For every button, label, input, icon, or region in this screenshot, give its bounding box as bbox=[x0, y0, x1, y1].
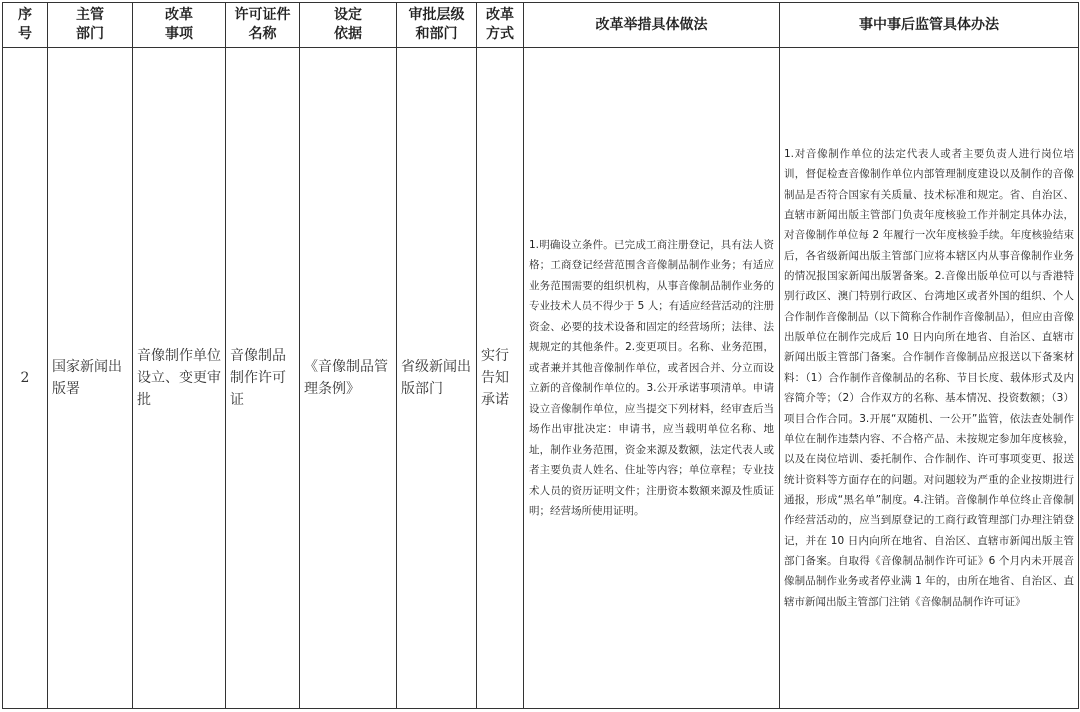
header-seq: 序 号 bbox=[3, 3, 48, 48]
cell-basis: 《音像制品管理条例》 bbox=[300, 48, 397, 709]
cell-seq: 2 bbox=[3, 48, 48, 709]
header-level: 审批层级 和部门 bbox=[397, 3, 477, 48]
header-basis: 设定 依据 bbox=[300, 3, 397, 48]
cell-license: 音像制品制作许可证 bbox=[226, 48, 300, 709]
header-measures: 改革举措具体做法 bbox=[524, 3, 780, 48]
header-row bbox=[3, 3, 1079, 48]
cell-supervision: 1.对音像制作单位的法定代表人或者主要负责人进行岗位培训，督促检查音像制作单位内部管理制度建设以及制作的音像制品是否符合国家有关质量、技术标准和规定。省、自治区、直辖市新闻出版主管部门负责年度核验工作并制定具体办法，对音像制作单位每 2 年履行一次年度核验手续。年度核验结束后，各省级新闻出版主管部门应将本辖区内从事音像制作业务的情况报国家新闻出版署备案。2.音像出版单位可以与香港特别行政区、澳门特别行政区、台湾地区或者外国的组织、个人合作制作音像制品（以下简称合作制作音像制品），但应由音像出版单位在制作完成后 10 日内向所在地省、自治区、直辖市新闻出版主管部门备案。合作制作音像制品应报送以下备案材料：（1）合作制作音像制品的名称、节目长度、载体形式及内容简介等；（2）合作双方的名称、基本情况、投资数额；（3）项目合作合同。3.开展“双随机、一公开”监管，依法查处制作单位在制作违禁内容、不合格产品、未按规定参加年度核验，以及在岗位培训、委托制作、合作制作、许可事项变更、报送统计资料等方面存在的问题。对问题较为严重的企业按期进行通报，形成“黑名单”制度。4.注销。音像制作单位终止音像制作经营活动的，应当到原登记的工商行政管理部门办理注销登记，并在 10 日内向所在地省、自治区、直辖市新闻出版主管部门备案。自取得《音像制品制作许可证》6 个月内未开展音像制品制作业务或者停业满 1 年的，由所在地省、自治区、直辖市新闻出版主管部门注销《音像制品制作许可证》 bbox=[780, 48, 1079, 709]
header-supervision: 事中事后监管具体办法 bbox=[780, 3, 1079, 48]
table-row bbox=[3, 48, 1079, 709]
cell-dept: 国家新闻出版署 bbox=[48, 48, 133, 709]
header-method: 改革 方式 bbox=[477, 3, 524, 48]
header-item: 改革 事项 bbox=[133, 3, 226, 48]
cell-measures: 1.明确设立条件。已完成工商注册登记，具有法人资格；工商登记经营范围含音像制品制作业务；有适应业务范围需要的组织机构，从事音像制品制作业务的专业技术人员不得少于 5 人；有适应经营活动的注册资金、必要的技术设备和固定的经营场所；法律、法规规定的其他条件。2.变更项目。名称、业务范围，或者兼并其他音像制作单位，或者因合并、分立而设立新的音像制作单位的。3.公开承诺事项清单。申请设立音像制作单位，应当提交下列材料，经审查后当场作出审批决定：申请书，应当载明单位名称、地址，制作业务范围，资金来源及数额，法定代表人或者主要负责人姓名、住址等内容；单位章程；专业技术人员的资历证明文件；注册资本数额来源及性质证明；经营场所使用证明。 bbox=[524, 48, 780, 709]
reform-table bbox=[2, 2, 1079, 709]
cell-level: 省级新闻出版部门 bbox=[397, 48, 477, 709]
cell-item: 音像制作单位设立、变更审批 bbox=[133, 48, 226, 709]
cell-method: 实行告知承诺 bbox=[477, 48, 524, 709]
header-license: 许可证件 名称 bbox=[226, 3, 300, 48]
header-dept: 主管 部门 bbox=[48, 3, 133, 48]
